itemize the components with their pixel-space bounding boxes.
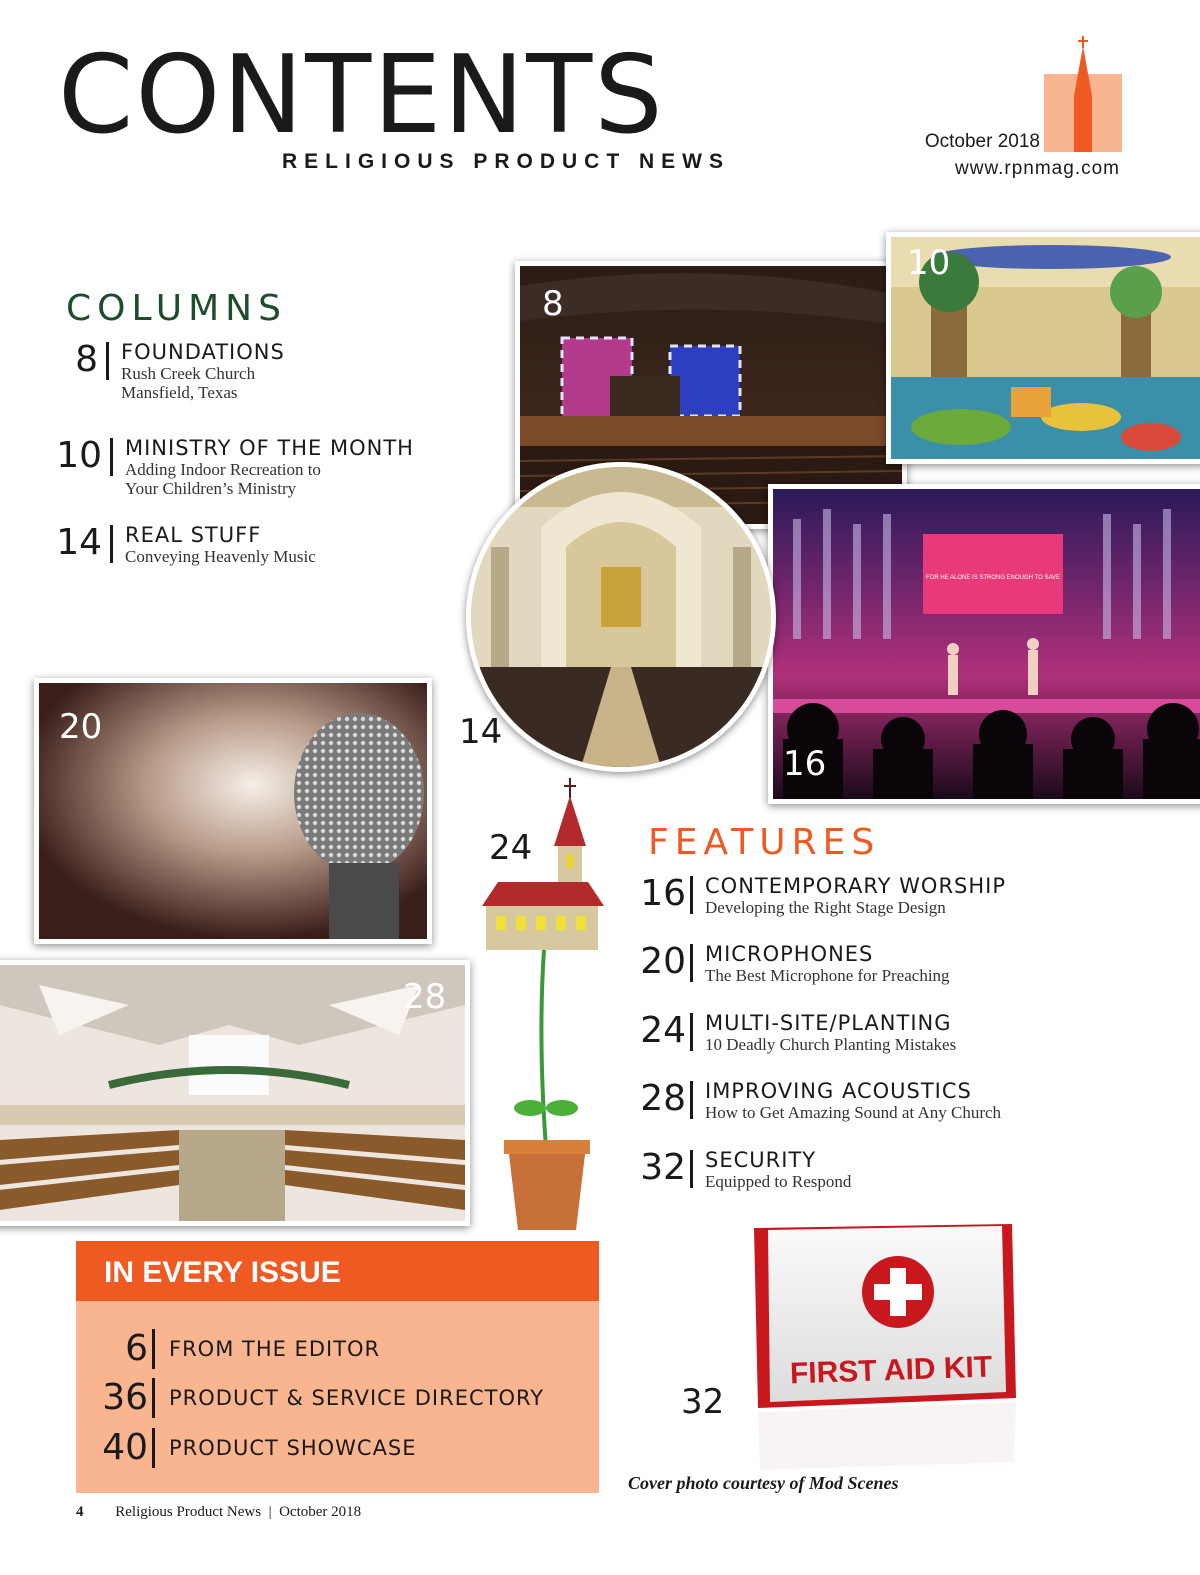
entry-subtitle: Adding Indoor Recreation to	[125, 460, 321, 479]
photo-childrens-play-area	[886, 232, 1200, 464]
divider	[110, 525, 113, 563]
issue-entry-directory[interactable]	[76, 1378, 544, 1418]
page-number: 8	[75, 339, 98, 380]
entry-title: MICROPHONES	[705, 942, 874, 966]
entry-title: PRODUCT & SERVICE DIRECTORY	[169, 1386, 545, 1410]
in-every-issue-box	[76, 1241, 599, 1493]
photo-page-label: 20	[59, 707, 103, 747]
entry-subtitle: Developing the Right Stage Design	[705, 898, 946, 917]
entry-subtitle: Equipped to Respond	[705, 1172, 852, 1191]
page-number: 40	[102, 1427, 148, 1468]
divider	[152, 1329, 155, 1369]
page-number: 10	[56, 435, 102, 476]
page-number: 36	[102, 1377, 148, 1418]
page-number: 16	[640, 873, 686, 914]
worship-stage-illustration	[773, 489, 1200, 799]
column-entry-ministry[interactable]	[50, 436, 414, 498]
page-number: 24	[640, 1010, 686, 1051]
page-number: 32	[640, 1147, 686, 1188]
page-number: 20	[640, 941, 686, 982]
photo-page-label: 8	[542, 284, 564, 324]
entry-subtitle: How to Get Amazing Sound at Any Church	[705, 1103, 1002, 1122]
page-number: 14	[56, 522, 102, 563]
entry-title: FOUNDATIONS	[121, 340, 285, 364]
entry-subtitle: 10 Deadly Church Planting Mistakes	[705, 1035, 957, 1054]
cathedral-illustration	[471, 467, 771, 767]
entry-title: MINISTRY OF THE MONTH	[125, 436, 414, 460]
issue-entry-editor[interactable]	[76, 1329, 380, 1369]
page-number: 28	[640, 1078, 686, 1119]
column-entry-foundations[interactable]	[50, 340, 285, 402]
divider	[152, 1378, 155, 1418]
illustration-page-label-24: 24	[489, 828, 533, 868]
features-heading: FEATURES	[648, 822, 881, 863]
page-footer	[76, 1504, 361, 1521]
entry-title: MULTI-SITE/PLANTING	[705, 1011, 952, 1035]
photo-microphone	[34, 678, 432, 944]
divider	[690, 1081, 693, 1119]
divider	[106, 342, 109, 380]
feature-entry-worship[interactable]	[630, 874, 1006, 917]
feature-entry-multi-site[interactable]	[630, 1011, 956, 1054]
divider	[152, 1428, 155, 1468]
sanctuary-illustration	[0, 965, 465, 1221]
website-link[interactable]: www.rpnmag.com	[955, 158, 1120, 179]
cover-photo-credit: Cover photo courtesy of Mod Scenes	[628, 1473, 899, 1493]
church-plant-illustration	[478, 778, 608, 1234]
page-number: 6	[125, 1328, 148, 1369]
entry-subtitle: Rush Creek Church	[121, 364, 256, 383]
entry-title: IMPROVING ACOUSTICS	[705, 1079, 972, 1103]
entry-subtitle-line2: Mansfield, Texas	[121, 383, 238, 402]
footer-page-number: 4	[76, 1504, 84, 1520]
in-every-issue-heading: IN EVERY ISSUE	[76, 1241, 599, 1301]
photo-contemporary-worship	[768, 484, 1200, 804]
church-steeple-logo	[1044, 36, 1122, 152]
divider	[690, 944, 693, 982]
entry-subtitle: The Best Microphone for Preaching	[705, 966, 950, 985]
photo-cathedral-interior	[466, 462, 776, 772]
entry-title: REAL STUFF	[125, 523, 262, 547]
divider	[690, 876, 693, 914]
illustration-page-label-32: 32	[681, 1382, 725, 1422]
divider	[690, 1150, 693, 1188]
footer-text: Religious Product News | October 2018	[115, 1504, 362, 1520]
divider	[690, 1013, 693, 1051]
issue-date: October 2018	[924, 131, 1040, 152]
entry-title: PRODUCT SHOWCASE	[169, 1436, 417, 1460]
entry-subtitle-line2: Your Children’s Ministry	[125, 479, 297, 498]
photo-page-label: 28	[403, 977, 447, 1017]
feature-entry-security[interactable]	[630, 1148, 851, 1191]
issue-entry-showcase[interactable]	[76, 1428, 417, 1468]
divider	[110, 438, 113, 476]
photo-sanctuary-acoustics	[0, 960, 470, 1226]
columns-heading: COLUMNS	[66, 288, 287, 329]
first-aid-kit-illustration	[740, 1222, 1020, 1472]
entry-title: CONTEMPORARY WORSHIP	[705, 874, 1007, 898]
entry-title: SECURITY	[705, 1148, 817, 1172]
publication-name: RELIGIOUS PRODUCT NEWS	[282, 150, 731, 173]
column-entry-real-stuff[interactable]	[50, 523, 316, 566]
photo-page-label-14: 14	[459, 712, 503, 752]
entry-title: FROM THE EDITOR	[169, 1337, 381, 1361]
page-title: CONTENTS	[58, 33, 665, 158]
feature-entry-acoustics[interactable]	[630, 1079, 1001, 1122]
photo-page-label: 10	[907, 243, 951, 283]
first-aid-label: FIRST AID KIT	[789, 1350, 993, 1391]
feature-entry-microphones[interactable]	[630, 942, 950, 985]
entry-subtitle: Conveying Heavenly Music	[125, 547, 316, 566]
screen-lyrics: FOR HE ALONE IS STRONG ENOUGH TO SAVE	[925, 575, 1061, 581]
photo-page-label: 16	[783, 744, 827, 784]
